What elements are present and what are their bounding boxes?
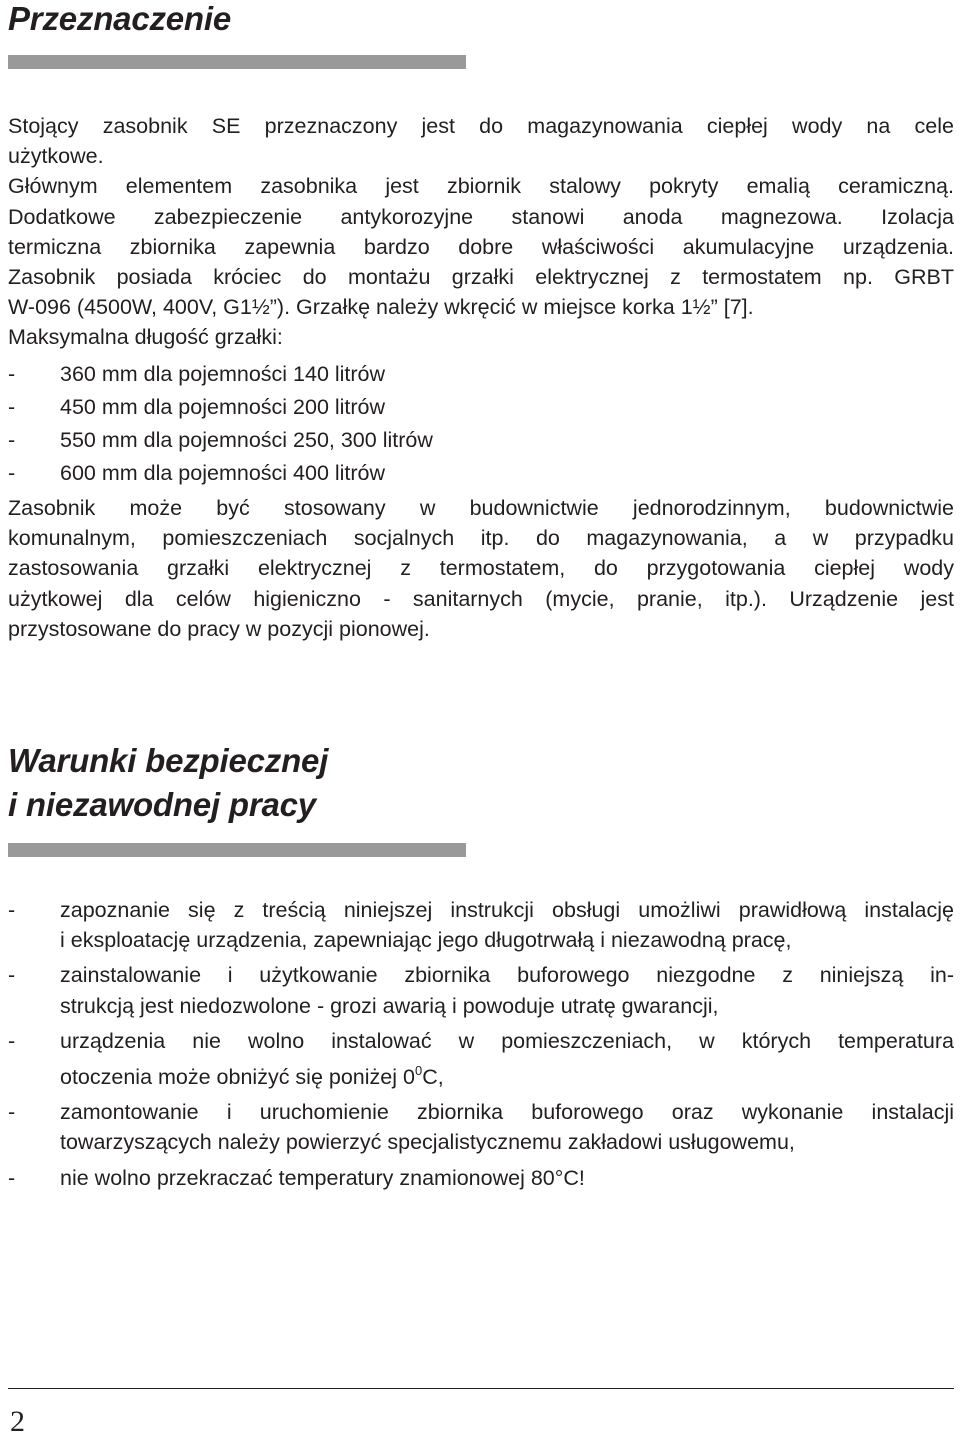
list-item-text: strukcją jest niedozwolone - grozi awarią i powoduje utratę gwarancji, <box>60 993 719 1018</box>
page-number: 2 <box>10 1405 25 1438</box>
list-item-text <box>8 1056 954 1092</box>
list-item-text: zapoznanie się z treścią niniejszej instrukcji obsługi umożliwi prawidłową instalację <box>60 898 954 922</box>
text-line: Zasobnik posiada króciec do montażu grzałki elektrycznej z termostatem np. GRBT <box>8 265 954 290</box>
list-item-text: zainstalowanie i użytkowanie zbiornika buforowego niezgodne z niniejszą in- <box>60 963 954 988</box>
bullet-dash: - <box>8 1100 16 1125</box>
text-line: komunalnym, pomieszczeniach socjalnych itp. do magazynowania, a w przypadku <box>8 526 954 551</box>
safety-conditions-list <box>8 895 954 1198</box>
text-line: Głównym elementem zasobnika jest zbiornik stalowy pokryty emalią ceramiczną. <box>8 174 954 199</box>
text-line: Zasobnik może być stosowany w budownictwie jednorodzinnym, budownictwie <box>8 496 954 520</box>
text-line: Maksymalna długość grzałki: <box>8 325 283 350</box>
text-fragment: otoczenia może obniżyć się poniżej 0 <box>60 1065 415 1090</box>
list-item <box>8 359 954 392</box>
heater-length-list <box>8 359 954 491</box>
text-line: Dodatkowe zabezpieczenie antykorozyjne stanowi anoda magnezowa. Izolacja <box>8 204 954 229</box>
bullet-dash: - <box>8 461 16 485</box>
title-underline-bar <box>8 55 466 69</box>
list-item <box>8 1026 954 1092</box>
list-item <box>8 1163 954 1193</box>
degree-superscript: 0 <box>414 1063 423 1079</box>
list-item-text: 600 mm dla pojemności 400 litrów <box>60 461 386 485</box>
bullet-dash: - <box>8 1028 16 1053</box>
text-line: termiczna zbiornika zapewnia bardzo dobre właściwości akumulacyjne urządzenia. <box>8 234 954 259</box>
list-item-text: 360 mm dla pojemności 140 litrów <box>60 362 386 386</box>
text-line: W-096 (4500W, 400V, G1½”). Grzałkę należy wkręcić w miejsce korka 1½” [7]. <box>8 295 754 320</box>
text-line: Stojący zasobnik SE przeznaczony jest do magazynowania ciepłej wody na cele <box>8 114 954 138</box>
list-item-text: i eksploatację urządzenia, zapewniając jego długotrwałą i niezawodną pracę, <box>60 928 792 953</box>
list-item-text: 550 mm dla pojemności 250, 300 litrów <box>60 428 433 452</box>
list-item <box>8 895 954 955</box>
list-item <box>8 458 954 491</box>
list-item <box>8 425 954 458</box>
text-line: użytkowej dla celów higieniczno - sanitarnych (mycie, pranie, itp.). Urządzenie jest <box>8 586 954 611</box>
list-item <box>8 960 954 1020</box>
list-item <box>8 1097 954 1157</box>
text-line: przystosowane do pracy w pozycji pionowej. <box>8 616 430 641</box>
bullet-dash: - <box>8 1165 16 1190</box>
section-title-safety-line1: Warunki bezpiecznej <box>8 742 329 779</box>
footer-divider <box>8 1388 954 1389</box>
list-item-text: nie wolno przekraczać temperatury znamionowej 80°C! <box>60 1165 585 1190</box>
title-underline-bar <box>8 843 466 857</box>
list-item-text: 450 mm dla pojemności 200 litrów <box>60 395 386 419</box>
text-fragment: C, <box>422 1065 444 1090</box>
list-item-text: towarzyszących należy powierzyć specjalistycznemu zakładowi usługowemu, <box>60 1130 795 1155</box>
bullet-dash: - <box>8 963 16 988</box>
purpose-paragraph <box>8 111 954 353</box>
bullet-dash: - <box>8 395 16 419</box>
usage-paragraph <box>8 493 954 644</box>
bullet-dash: - <box>8 362 16 386</box>
bullet-dash: - <box>8 428 16 452</box>
bullet-dash: - <box>8 898 16 922</box>
section-title-purpose: Przeznaczenie <box>8 0 232 37</box>
list-item-text: zamontowanie i uruchomienie zbiornika buforowego oraz wykonanie instalacji <box>60 1100 954 1125</box>
text-line: zastosowania grzałki elektrycznej z termostatem, do przygotowania ciepłej wody <box>8 556 954 581</box>
list-item-text: urządzenia nie wolno instalować w pomieszczeniach, w których temperatura <box>60 1028 954 1053</box>
list-item <box>8 392 954 425</box>
section-title-safety-line2: i niezawodnej pracy <box>8 786 316 823</box>
text-line: użytkowe. <box>8 144 104 169</box>
